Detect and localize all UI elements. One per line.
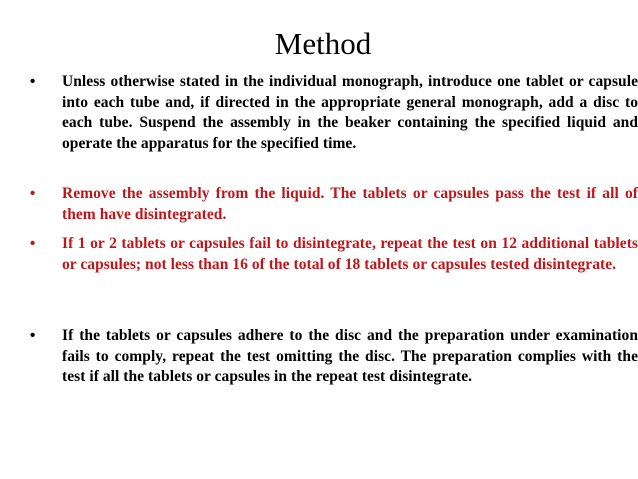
- bullet-text-1: Unless otherwise stated in the individual monograph, introduce one tablet or capsule into each tube and, if directed in the appropriate general monograph, add a disc to each tube. Suspend the assembly in the beaker containing the specified liquid and operate the apparatus for the specified time.: [62, 73, 638, 152]
- bullet-text-4: If the tablets or capsules adhere to the disc and the preparation under examination fails to comply, repeat the test omitting the disc. The preparation complies with the test if all the tablets or capsules in the repeat test disintegrate.: [62, 327, 638, 385]
- bullet-text-3: If 1 or 2 tablets or capsules fail to disintegrate, repeat the test on 12 additional tablets or capsules; not less than 16 of the total of 18 tablets or capsules tested disintegrate.: [62, 235, 638, 273]
- slide-title: Method: [274, 26, 372, 61]
- bullet-marker: •: [30, 235, 36, 252]
- bullet-marker: •: [30, 185, 36, 202]
- bullet-text-2: Remove the assembly from the liquid. The tablets or capsules pass the test if all of them have disintegrated.: [62, 185, 638, 223]
- bullet-marker: •: [30, 73, 36, 90]
- bullet-marker: •: [30, 327, 36, 344]
